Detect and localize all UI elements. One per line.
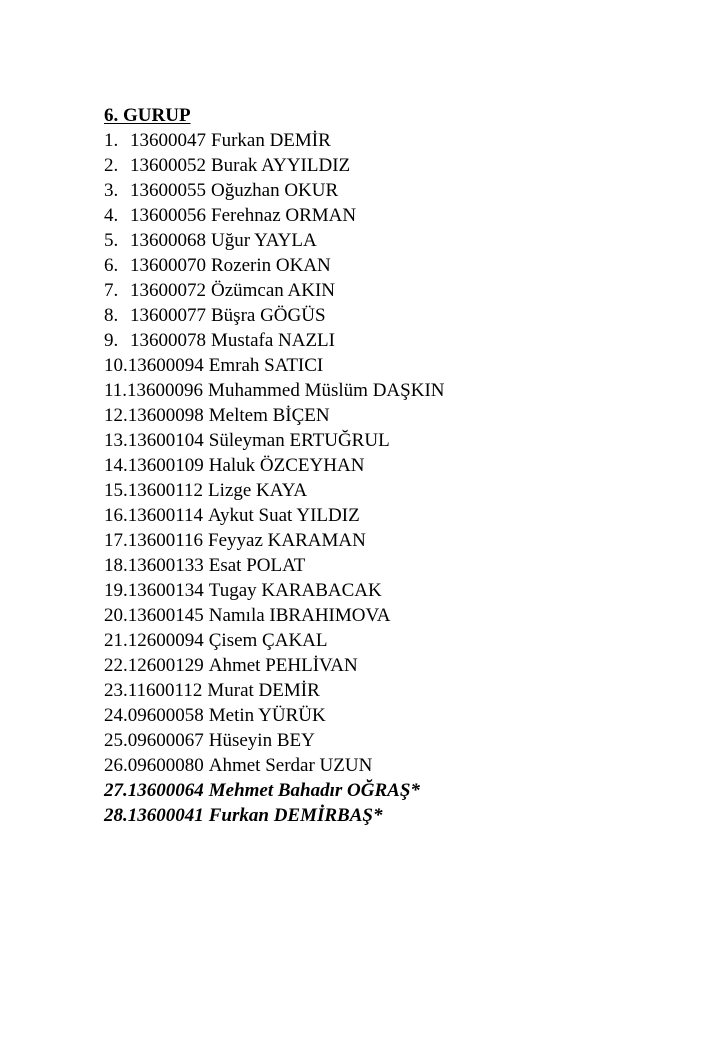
row-number: 22. (104, 655, 128, 676)
student-row (104, 603, 704, 628)
student-row (104, 753, 704, 778)
row-number: 6. (104, 255, 119, 276)
student-id: 13600098 (127, 405, 204, 426)
student-row (104, 703, 704, 728)
student-id: 13600094 (127, 355, 204, 376)
row-number: 11. (104, 380, 128, 401)
student-row (104, 403, 704, 428)
student-id: 09600067 (127, 730, 204, 751)
student-name: Özümcan AKIN (211, 280, 335, 301)
row-number: 24. (104, 705, 128, 726)
student-row (104, 203, 704, 228)
row-number: 23. (104, 680, 128, 701)
row-number: 21. (104, 630, 128, 651)
student-name: Rozerin OKAN (211, 255, 331, 276)
student-row (104, 228, 704, 253)
student-row (104, 578, 704, 603)
student-id: 13600114 (127, 505, 204, 526)
row-number: 15. (104, 480, 128, 501)
group-title: 6. GURUP (104, 105, 191, 126)
student-name: Oğuzhan OKUR (211, 180, 339, 201)
student-row (104, 528, 704, 553)
student-name: Büşra GÖGÜS (211, 305, 326, 326)
student-row (104, 328, 704, 353)
student-id: 13600078 (130, 330, 206, 351)
student-id: 13600133 (127, 555, 204, 576)
student-name: Esat POLAT (208, 555, 306, 576)
student-name: Murat DEMİR (207, 680, 320, 701)
document-page (104, 103, 704, 828)
student-name: Namıla IBRAHIMOVA (208, 605, 391, 626)
student-id: 13600077 (130, 305, 206, 326)
row-number: 26. (104, 755, 128, 776)
student-id: 13600145 (127, 605, 204, 626)
student-row (104, 178, 704, 203)
student-name: Feyyaz KARAMAN (208, 530, 366, 551)
row-number: 14. (104, 455, 128, 476)
student-id: 13600112 (127, 480, 204, 501)
row-number: 20. (104, 605, 128, 626)
student-id: 13600041 (127, 805, 204, 826)
student-name: Süleyman ERTUĞRUL (208, 430, 390, 451)
student-name: Metin YÜRÜK (208, 705, 326, 726)
student-row (104, 128, 704, 153)
student-name: Muhammed Müslüm DAŞKIN (208, 380, 445, 401)
student-name: Ahmet PEHLİVAN (208, 655, 358, 676)
student-name: Ferehnaz ORMAN (211, 205, 357, 226)
student-name: Mehmet Bahadır OĞRAŞ* (208, 780, 420, 801)
row-number: 16. (104, 505, 128, 526)
student-id: 09600080 (127, 755, 204, 776)
row-number: 8. (104, 305, 119, 326)
student-id: 13600072 (130, 280, 206, 301)
student-name: Uğur YAYLA (211, 230, 317, 251)
student-row (104, 278, 704, 303)
student-name: Furkan DEMİRBAŞ* (208, 805, 383, 826)
row-number: 5. (104, 230, 119, 251)
student-id: 09600058 (127, 705, 204, 726)
student-row (104, 303, 704, 328)
row-number: 7. (104, 280, 119, 301)
student-row (104, 503, 704, 528)
row-number: 27. (104, 780, 128, 801)
student-name: Meltem BİÇEN (208, 405, 330, 426)
student-row (104, 653, 704, 678)
row-number: 9. (104, 330, 119, 351)
row-number: 2. (104, 155, 119, 176)
student-row (104, 803, 704, 828)
student-id: 13600134 (127, 580, 204, 601)
student-row (104, 353, 704, 378)
student-row (104, 678, 704, 703)
student-row (104, 378, 704, 403)
student-name: Mustafa NAZLI (211, 330, 335, 351)
student-name: Aykut Suat YILDIZ (208, 505, 360, 526)
student-id: 13600056 (130, 205, 206, 226)
student-id: 13600109 (127, 455, 204, 476)
row-number: 12. (104, 405, 128, 426)
student-id: 13600070 (130, 255, 206, 276)
row-number: 4. (104, 205, 119, 226)
row-number: 19. (104, 580, 128, 601)
student-id: 13600064 (127, 780, 204, 801)
row-number: 13. (104, 430, 128, 451)
student-row (104, 153, 704, 178)
student-name: Ahmet Serdar UZUN (208, 755, 373, 776)
student-row (104, 628, 704, 653)
row-number: 10. (104, 355, 128, 376)
row-number: 28. (104, 805, 128, 826)
student-id: 13600096 (127, 380, 204, 401)
student-id: 13600052 (130, 155, 206, 176)
student-name: Furkan DEMİR (211, 130, 331, 151)
row-number: 25. (104, 730, 128, 751)
student-id: 12600129 (127, 655, 204, 676)
student-row (104, 453, 704, 478)
student-id: 12600094 (127, 630, 204, 651)
student-name: Emrah SATICI (208, 355, 324, 376)
student-row (104, 428, 704, 453)
student-row (104, 253, 704, 278)
row-number: 1. (104, 130, 119, 151)
student-row (104, 478, 704, 503)
student-id: 13600116 (127, 530, 204, 551)
student-name: Tugay KARABACAK (208, 580, 382, 601)
student-id: 13600047 (130, 130, 206, 151)
student-name: Haluk ÖZCEYHAN (208, 455, 365, 476)
student-row (104, 553, 704, 578)
student-name: Burak AYYILDIZ (211, 155, 351, 176)
student-name: Çisem ÇAKAL (208, 630, 328, 651)
student-id: 11600112 (127, 680, 203, 701)
student-name: Lizge KAYA (208, 480, 308, 501)
student-name: Hüseyin BEY (208, 730, 315, 751)
row-number: 18. (104, 555, 128, 576)
student-id: 13600068 (130, 230, 206, 251)
row-number: 17. (104, 530, 128, 551)
student-id: 13600055 (130, 180, 206, 201)
student-id: 13600104 (127, 430, 204, 451)
row-number: 3. (104, 180, 119, 201)
student-row (104, 778, 704, 803)
student-list (104, 128, 704, 828)
student-row (104, 728, 704, 753)
